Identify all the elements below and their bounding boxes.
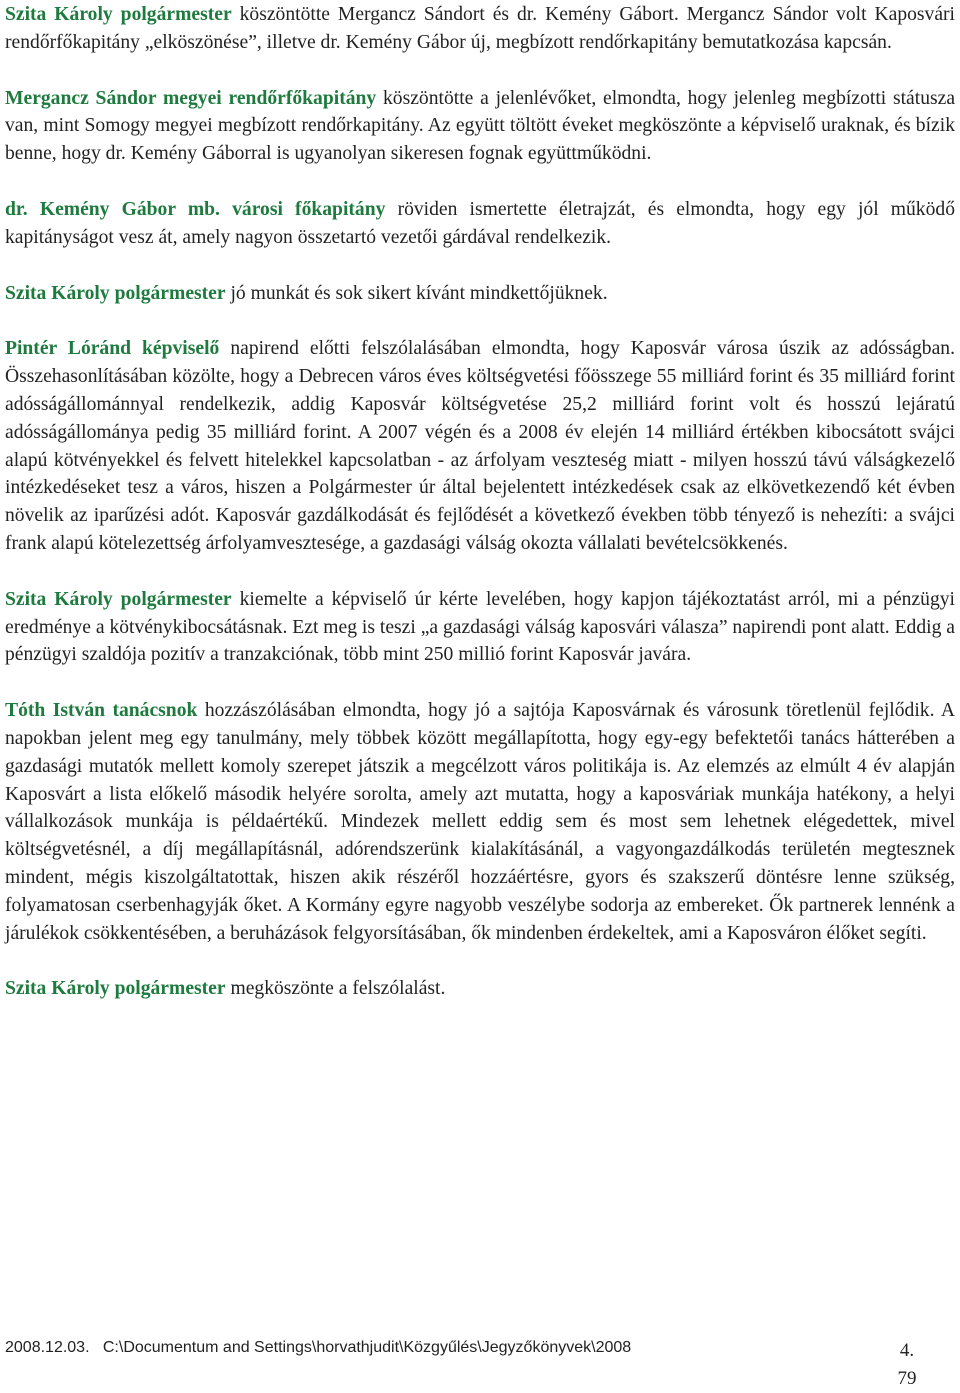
paragraph-text: köszöntötte a jelenlévőket, elmondta, hogy jelenleg megbízotti státusza van, mint Somogy megyei megbízott rendőrkapitány. Az együtt töltött éveket megköszönte a képviselő uraknak, és bízik benne, hogy dr. Kemény Gáborral is ugyanolyan sikeresen fognak együttműködni. (5, 87, 956, 165)
speaker-name: dr. Kemény Gábor mb. városi főkapitány (5, 198, 386, 220)
paragraph-text: köszöntötte Mergancz Sándort és dr. Kemény Gábort. Mergancz Sándor volt Kaposvári rendőrfőkapitány „elköszönése”, illetve dr. Kemény Gábor új, megbízott rendőrkapitány bemutatkozása kapcsán. (5, 4, 955, 53)
paragraph-7 (5, 697, 955, 947)
paragraph-text: megköszönte a felszólalást. (225, 978, 446, 1000)
speaker-name: Szita Károly polgármester (5, 978, 226, 1000)
speaker-name: Szita Károly polgármester (5, 4, 232, 25)
paragraph-text: röviden ismertette életrajzát, és elmondta, hogy egy jól működő kapitányságot vesz át, amely nagyon összetartó vezetői gárdával rendelkezik. (5, 198, 955, 248)
speaker-name: Tóth István tanácsnok (5, 700, 198, 722)
footer-date: 2008.12.03. (5, 1339, 90, 1356)
paragraph-2 (5, 85, 955, 168)
paragraph-3 (5, 196, 955, 252)
page-number (887, 1337, 927, 1393)
speaker-name: Szita Károly polgármester (5, 282, 226, 304)
page-number-line-1: 4. (899, 1340, 915, 1361)
page-number-line-2: 79 (897, 1368, 917, 1389)
paragraph-text: jó munkát és sok sikert kívánt mindkettőjüknek. (225, 282, 608, 304)
paragraph-8 (5, 975, 955, 1003)
speaker-name: Szita Károly polgármester (5, 588, 232, 610)
footer-path: C:\Documentum and Settings\horvathjudit\Közgyűlés\Jegyzőkönyvek\2008 (102, 1339, 632, 1356)
speaker-name: Pintér Lóránd képviselő (5, 338, 220, 360)
footer-file-info (5, 1339, 631, 1357)
paragraph-1 (5, 1, 955, 57)
paragraph-text: hozzászólásában elmondta, hogy jó a sajtója Kaposvárnak és városunk töretlenül fejlődik. A napokban jelent meg egy tanulmány, mely többek között megállapította, hogy egy-egy befektetői tanács hátterében a gazdasági mutatók mellett komoly szerepet játszik a megcélzott város politikája is. Az elemzés az elmúlt 4 év alapján Kaposvárt a lista előkelő második helyére sorolta, amely azt mutatta, hogy a kaposváriak munkája hatékony, a helyi vállalkozások munkája is példaértékű. Mindezek mellett eddig sem és most sem lehetnek elégedettek, mivel költségvetésnél, a díj megállapításnál, adórendszerünk kialakításánál, a vagyongazdálkodás területén megtesznek mindent, mégis kiszolgáltatottak, hiszen akik részéről hozzáértésre, gyors és szakszerű döntésre lenne szükség, folyamatosan cserbenhagyják őket. A Kormány egyre nagyobb veszélybe sodorja az embereket. Ők partnerek lennénk a járulékok csökkentésében, a beruházások felgyorsításában, ők mindenben érdekeltek, ami a Kaposváron élőket segíti. (5, 700, 955, 944)
speaker-name: Mergancz Sándor megyei rendőrfőkapitány (5, 87, 377, 109)
paragraph-5 (5, 335, 955, 557)
paragraph-6 (5, 586, 955, 669)
document-body (5, 0, 955, 1031)
paragraph-4 (5, 280, 955, 308)
paragraph-text: kiemelte a képviselő úr kérte levelében, hogy kapjon tájékoztatást arról, mi a pénzügyi eredménye a kötvénykibocsátásnak. Ezt meg is teszi „a gazdasági válság kaposvári válasza” napirendi pont alatt. Eddig a pénzügyi szaldója pozitív a tranzakciónak, több mint 250 millió forint Kaposvár javára. (5, 588, 955, 666)
paragraph-text: napirend előtti felszólalásában elmondta, hogy Kaposvár városa úszik az adósságban. Összehasonlításában közölte, hogy a Debrecen város éves költségvetési főösszege 55 milliárd forint és 35 milliárd forint adósságállománnyal rendelkezik, addig Kaposvár költségvetése 25,2 milliárd forint volt és hosszú lejáratú adósságállománya pedig 35 milliárd forint. A 2007 végén és a 2008 év elején 14 milliárd értékben kibocsátott svájci alapú kötvényekkel és felvett hitelekkel kapcsolatban - az árfolyam veszteség miatt - milyen hosszú távú válságkezelő intézkedéseket tesz a város, hiszen a Polgármester úr által bejelentett intézkedések csak az elkövetkezendő két évben növelik az iparűzési adót. Kaposvár gazdálkodását és fejlődését a következő években több tényező is nehezíti: a svájci frank alapú kötelezettség árfolyamvesztesége, a gazdasági válság okozta vállalati bevételcsökkenés. (5, 338, 955, 554)
